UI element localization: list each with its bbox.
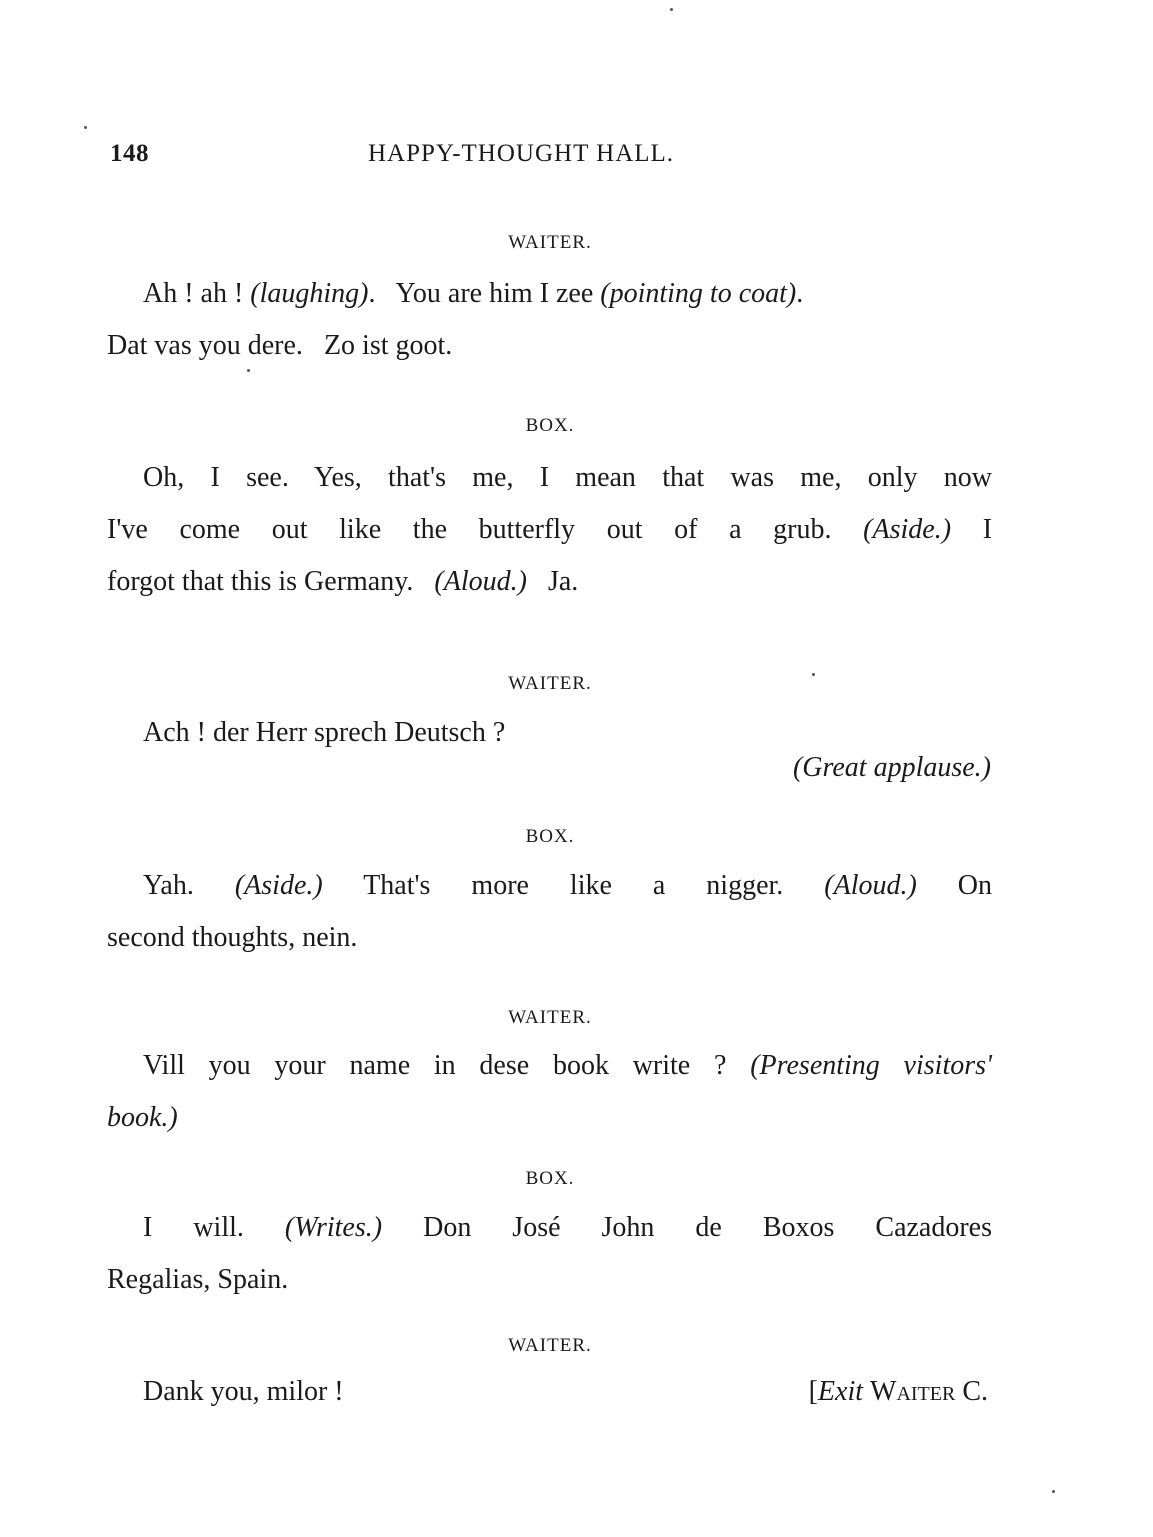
exit-direction: [Exit Waiter C. xyxy=(808,1376,988,1407)
running-title: HAPPY-THOUGHT HALL. xyxy=(368,140,675,167)
speaker-waiter: WAITER. xyxy=(508,232,592,253)
speaker-box: BOX. xyxy=(525,826,575,847)
scan-speck xyxy=(84,126,87,129)
scan-speck xyxy=(812,673,815,676)
dialogue-line: Vill you your name in dese book write ? (Presenting visitors' xyxy=(143,1050,993,1081)
speaker-box: BOX. xyxy=(525,1168,575,1189)
dialogue-line: I've come out like the butterfly out of a grub. (Aside.) I xyxy=(107,514,993,545)
dialogue-line: Oh, I see. Yes, that's me, I mean that was me, only now xyxy=(143,462,992,493)
dialogue-line: second thoughts, nein. xyxy=(107,922,358,953)
speaker-waiter: WAITER. xyxy=(508,1007,592,1028)
dialogue-line: Ah ! ah ! (laughing). You are him I zee (pointing to coat). xyxy=(143,278,804,309)
scan-speck xyxy=(1052,1490,1055,1493)
stage-direction: (Great applause.) xyxy=(792,752,991,783)
speaker-waiter: WAITER. xyxy=(508,673,592,694)
dialogue-line: I will. (Writes.) Don José John de Boxos Cazadores xyxy=(143,1212,992,1243)
page-number: 148 xyxy=(110,140,149,167)
scan-speck xyxy=(247,369,250,372)
dialogue-line: Yah. (Aside.) That's more like a nigger. (Aloud.) On xyxy=(143,870,993,901)
dialogue-line: book.) xyxy=(107,1102,178,1133)
speaker-box: BOX. xyxy=(525,415,575,436)
dialogue-line: Dat vas you dere. Zo ist goot. xyxy=(107,330,453,361)
dialogue-line: Ach ! der Herr sprech Deutsch ? xyxy=(143,717,506,748)
scan-speck xyxy=(670,8,673,11)
dialogue-line: Dank you, milor ! xyxy=(143,1376,344,1407)
dialogue-line: forgot that this is Germany. (Aloud.) Ja. xyxy=(107,566,579,597)
speaker-waiter: WAITER. xyxy=(508,1335,592,1356)
dialogue-line: Regalias, Spain. xyxy=(107,1264,289,1295)
